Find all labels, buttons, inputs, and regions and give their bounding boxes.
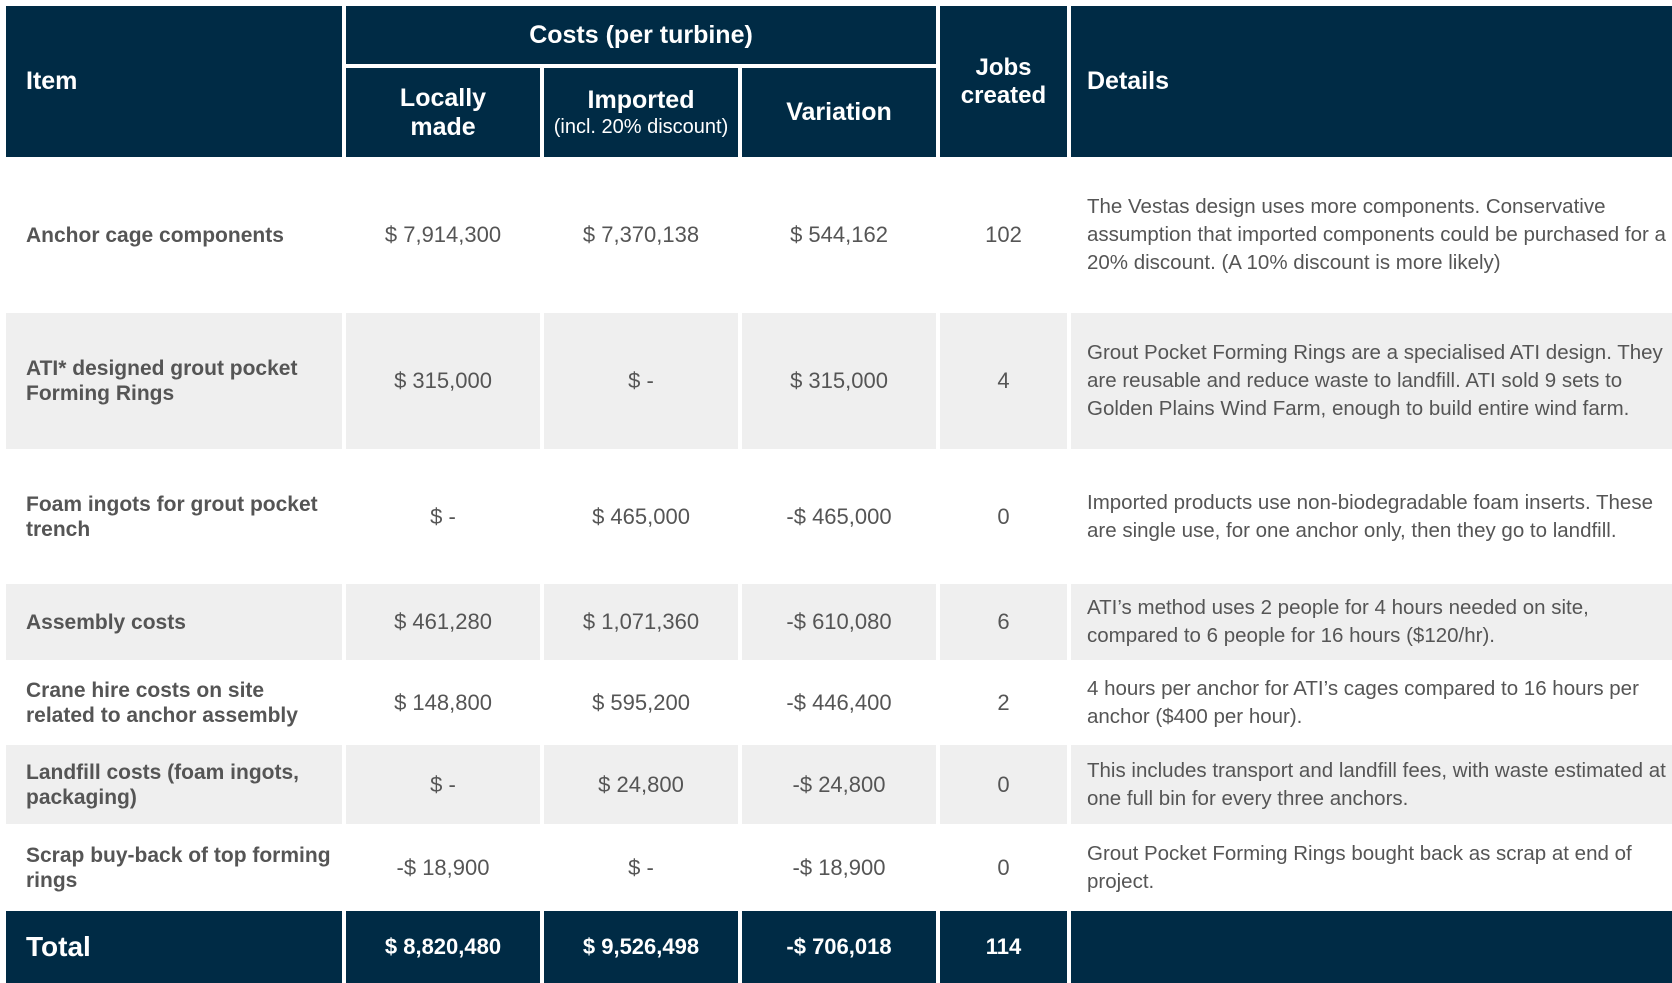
header-costs-group: Costs (per turbine) <box>346 6 936 64</box>
row-3-local: $ - <box>346 453 540 580</box>
header-jobs-created-label: Jobs created <box>960 53 1047 109</box>
row-4-imported: $ 1,071,360 <box>544 584 738 660</box>
total-details <box>1071 911 1672 983</box>
header-locally-made <box>346 68 540 157</box>
row-1-local: $ 7,914,300 <box>346 161 540 309</box>
header-imported <box>544 68 738 157</box>
row-2-imported: $ - <box>544 313 738 449</box>
header-item: Item <box>6 6 342 157</box>
row-2-item: ATI* designed grout pocket Forming Rings <box>6 313 342 449</box>
row-6-item: Landfill costs (foam ingots, packaging) <box>6 745 342 824</box>
row-6-jobs: 0 <box>940 745 1067 824</box>
total-jobs: 114 <box>940 911 1067 983</box>
total-variation: -$ 706,018 <box>742 911 936 983</box>
row-5-variation: -$ 446,400 <box>742 664 936 741</box>
row-4-local: $ 461,280 <box>346 584 540 660</box>
row-3-jobs: 0 <box>940 453 1067 580</box>
row-7-details: Grout Pocket Forming Rings bought back as scrap at end of project. <box>1071 828 1672 907</box>
row-7-variation: -$ 18,900 <box>742 828 936 907</box>
row-7-item: Scrap buy-back of top forming rings <box>6 828 342 907</box>
header-locally-made-label: Locally made <box>399 83 487 141</box>
row-3-details: Imported products use non-biodegradable foam inserts. These are single use, for one anchor only, then they go to landfill. <box>1071 453 1672 580</box>
header-variation <box>742 68 936 157</box>
total-imported: $ 9,526,498 <box>544 911 738 983</box>
row-7-local: -$ 18,900 <box>346 828 540 907</box>
row-1-jobs: 102 <box>940 161 1067 309</box>
row-5-local: $ 148,800 <box>346 664 540 741</box>
row-2-local: $ 315,000 <box>346 313 540 449</box>
row-1-variation: $ 544,162 <box>742 161 936 309</box>
row-2-variation: $ 315,000 <box>742 313 936 449</box>
header-jobs-created <box>940 6 1067 157</box>
header-details: Details <box>1071 6 1672 157</box>
row-6-imported: $ 24,800 <box>544 745 738 824</box>
row-3-variation: -$ 465,000 <box>742 453 936 580</box>
header-variation-label: Variation <box>786 98 892 126</box>
row-4-jobs: 6 <box>940 584 1067 660</box>
row-4-variation: -$ 610,080 <box>742 584 936 660</box>
row-3-imported: $ 465,000 <box>544 453 738 580</box>
row-4-item: Assembly costs <box>6 584 342 660</box>
row-2-jobs: 4 <box>940 313 1067 449</box>
row-5-imported: $ 595,200 <box>544 664 738 741</box>
header-imported-note: (incl. 20% discount) <box>553 116 729 138</box>
row-6-details: This includes transport and landfill fees, with waste estimated at one full bin for every three anchors. <box>1071 745 1672 824</box>
total-local: $ 8,820,480 <box>346 911 540 983</box>
row-6-variation: -$ 24,800 <box>742 745 936 824</box>
header-imported-label: Imported <box>587 86 695 114</box>
row-1-details: The Vestas design uses more components. Conservative assumption that imported components could be purchased for a 20% discount. (A 10% discount is more likely) <box>1071 161 1672 309</box>
row-6-local: $ - <box>346 745 540 824</box>
row-3-item: Foam ingots for grout pocket trench <box>6 453 342 580</box>
row-4-details: ATI’s method uses 2 people for 4 hours needed on site, compared to 6 people for 16 hours ($120/hr). <box>1071 584 1672 660</box>
row-1-imported: $ 7,370,138 <box>544 161 738 309</box>
row-1-item: Anchor cage components <box>6 161 342 309</box>
row-2-details: Grout Pocket Forming Rings are a specialised ATI design. They are reusable and reduce waste to landfill. ATI sold 9 sets to Golden Plains Wind Farm, enough to build entire wind farm. <box>1071 313 1672 449</box>
row-7-imported: $ - <box>544 828 738 907</box>
row-5-details: 4 hours per anchor for ATI’s cages compared to 16 hours per anchor ($400 per hour). <box>1071 664 1672 741</box>
row-5-item: Crane hire costs on site related to anchor assembly <box>6 664 342 741</box>
row-7-jobs: 0 <box>940 828 1067 907</box>
cost-comparison-table <box>6 6 1672 983</box>
total-label: Total <box>6 911 342 983</box>
row-5-jobs: 2 <box>940 664 1067 741</box>
